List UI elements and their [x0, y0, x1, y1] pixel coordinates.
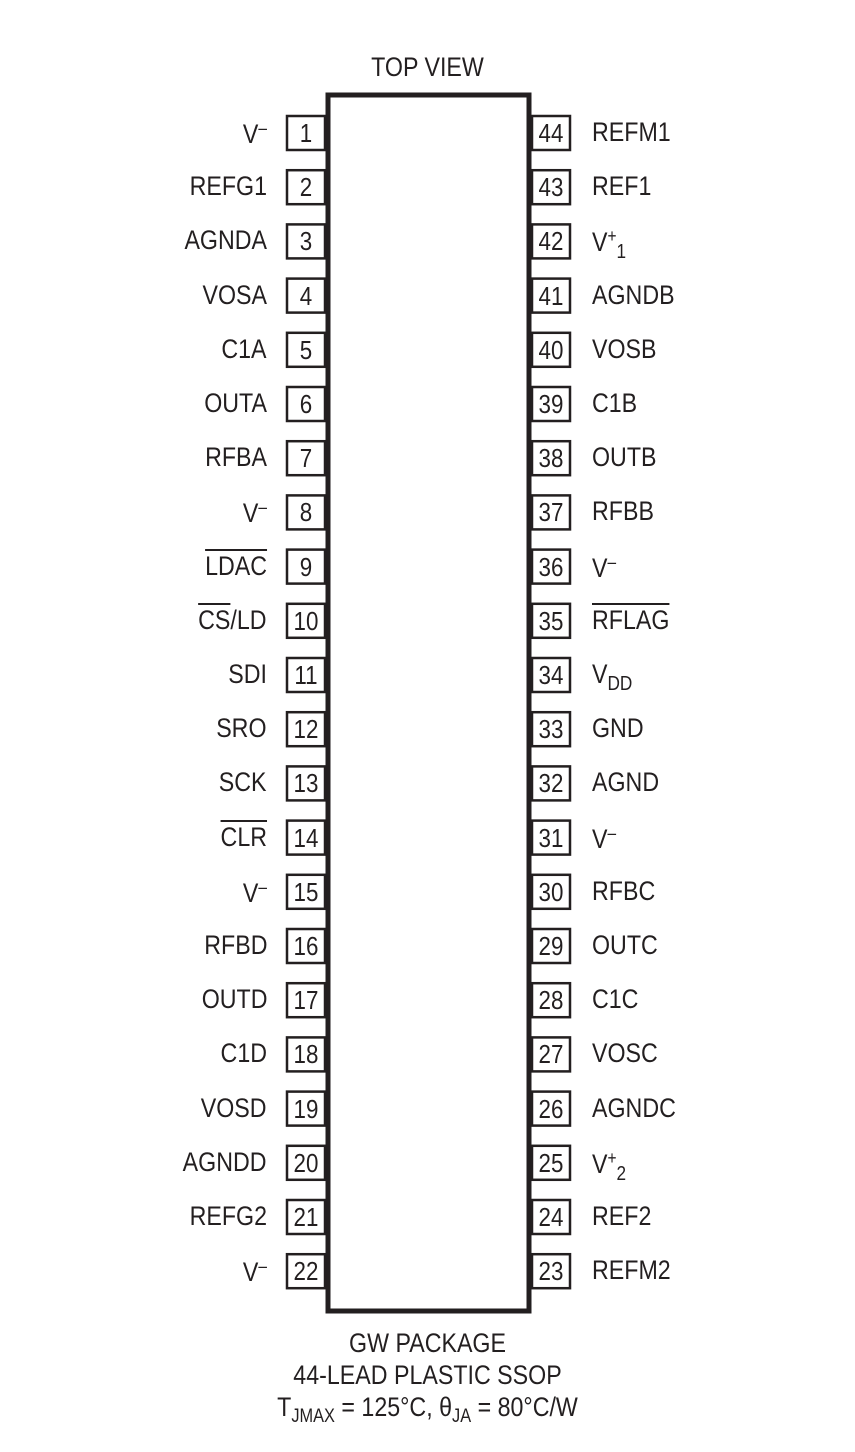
pin-number-21: 21 — [293, 1202, 319, 1232]
pin-number-4: 4 — [299, 280, 313, 311]
pin-name: V — [592, 552, 608, 583]
pin-label-27 — [592, 1040, 658, 1067]
pin-name-subscript: 1 — [616, 241, 627, 264]
pin-number-37: 37 — [538, 497, 564, 528]
pin-name: OUTA — [204, 388, 267, 418]
pin-name: C1C — [592, 984, 639, 1015]
pin-label-31 — [592, 824, 616, 853]
pin-number-20: 20 — [293, 1147, 319, 1178]
pin-name-superscript: – — [607, 822, 617, 843]
pin-label-39 — [592, 390, 637, 417]
pin-number-29: 29 — [538, 931, 564, 961]
pin-label-35 — [592, 604, 670, 635]
pin-name: RFLAG — [592, 604, 670, 635]
pin-name: REFM1 — [592, 117, 671, 147]
pin-label-41 — [592, 279, 675, 310]
pin-number-25: 25 — [538, 1147, 564, 1178]
pin-name-subscript: DD — [607, 673, 633, 695]
pin-name: RFBC — [592, 875, 656, 906]
pin-number-44: 44 — [538, 118, 564, 148]
pin-number-41: 41 — [538, 280, 564, 311]
pin-label-15 — [243, 878, 267, 907]
pin-name: V — [242, 1257, 259, 1288]
pin-name: VOSB — [592, 333, 657, 364]
pin-label-32 — [592, 769, 659, 796]
pin-name: RFBA — [205, 442, 267, 473]
pin-name: C1B — [592, 388, 638, 418]
pin-number-16: 16 — [293, 931, 319, 961]
pin-number-10: 10 — [293, 605, 319, 636]
pin-number-27: 27 — [538, 1039, 564, 1070]
pin-label-3 — [184, 227, 267, 254]
pin-name-superscript: – — [607, 551, 617, 572]
pin-name-superscript: – — [258, 876, 267, 897]
pin-name: C1D — [220, 1038, 267, 1069]
pin-number-6: 6 — [299, 389, 313, 419]
pin-label-4 — [202, 279, 267, 310]
pin-label-9 — [205, 550, 267, 581]
pin-label-7 — [205, 444, 267, 471]
pin-name: OUTD — [201, 984, 267, 1015]
pin-label-29 — [592, 932, 658, 959]
pin-number-39: 39 — [538, 389, 564, 419]
pin-number-3: 3 — [299, 226, 313, 257]
pin-number-11: 11 — [294, 660, 318, 690]
pin-number-13: 13 — [293, 768, 319, 799]
pin-name: REF1 — [592, 171, 652, 202]
pin-label-43 — [592, 173, 651, 200]
pin-label-37 — [592, 498, 654, 525]
pin-name: GND — [592, 713, 644, 744]
pin-name: OUTC — [592, 930, 658, 960]
pin-name: OUTB — [592, 442, 657, 473]
package-info — [0, 1327, 855, 1433]
pin-number-35: 35 — [538, 605, 564, 636]
pin-label-22 — [243, 1257, 267, 1286]
pin-label-42 — [592, 227, 626, 262]
pin-label-1 — [243, 119, 267, 148]
pin-name-superscript: + — [607, 1147, 617, 1168]
view-title: TOP VIEW — [371, 52, 484, 82]
package-description: 44-LEAD PLASTIC SSOP — [293, 1360, 562, 1390]
pin-number-22: 22 — [293, 1256, 319, 1287]
pin-label-5 — [221, 333, 267, 364]
pin-number-36: 36 — [538, 551, 564, 582]
pin-number-30: 30 — [538, 876, 564, 907]
pin-label-34 — [592, 661, 632, 694]
pin-name: LDAC — [205, 550, 267, 581]
pin-name: RFBD — [203, 930, 267, 960]
pin-number-31: 31 — [538, 822, 564, 853]
pin-number-43: 43 — [538, 172, 564, 203]
pin-name-suffix: /LD — [230, 604, 267, 635]
pin-name-superscript: – — [258, 1256, 267, 1277]
pin-name: REFG2 — [189, 1201, 267, 1231]
pin-label-8 — [243, 498, 267, 527]
ic-body — [328, 95, 529, 1311]
pin-label-30 — [592, 875, 656, 906]
pin-name: VOSD — [201, 1092, 267, 1123]
pin-number-42: 42 — [538, 226, 564, 257]
pin-name: V — [592, 659, 608, 689]
pin-number-5: 5 — [299, 334, 313, 365]
pin-number-2: 2 — [299, 172, 313, 203]
pin-label-11 — [228, 661, 267, 688]
pin-name: V — [592, 227, 608, 258]
pin-label-2 — [190, 173, 267, 200]
pin-name: V — [592, 1148, 608, 1179]
pin-name: REF2 — [592, 1201, 652, 1231]
pin-number-33: 33 — [538, 714, 564, 745]
pin-name: REFM2 — [592, 1255, 671, 1286]
pin-name: SDI — [228, 659, 267, 689]
pin-name: V — [592, 823, 608, 854]
pin-name: AGNDD — [183, 1146, 267, 1177]
pin-name-superscript: – — [258, 497, 267, 518]
pin-name-subscript: 2 — [616, 1162, 627, 1185]
pin-label-26 — [592, 1092, 676, 1123]
thermal-spec: $T_{JMAX} = 125^\circ C$, $\theta_{JA} = 80^\circ C/W$ — [277, 1392, 578, 1427]
pin-name: RFBB — [592, 496, 654, 527]
pin-number-26: 26 — [538, 1093, 564, 1124]
pin-number-18: 18 — [293, 1039, 319, 1070]
pin-number-23: 23 — [538, 1256, 564, 1287]
pin-name: V — [242, 498, 259, 529]
pin-name: AGNDC — [592, 1092, 676, 1123]
pin-name: AGNDA — [184, 225, 267, 256]
pin-label-20 — [183, 1146, 267, 1177]
pin-label-12 — [217, 715, 267, 742]
pin-label-24 — [592, 1203, 651, 1230]
pin-label-38 — [592, 444, 657, 471]
pin-number-7: 7 — [299, 443, 313, 474]
pin-name: V — [242, 877, 259, 908]
pin-label-21 — [190, 1203, 267, 1230]
pin-label-10 — [198, 604, 267, 635]
pin-label-25 — [592, 1149, 626, 1184]
pin-number-9: 9 — [299, 551, 313, 582]
pin-name: VOSC — [592, 1038, 658, 1069]
pin-name: VOSA — [202, 279, 267, 310]
pin-name: V — [242, 119, 259, 149]
pin-name: REFG1 — [189, 171, 267, 202]
pin-name: AGNDB — [592, 279, 675, 310]
pin-number-34: 34 — [538, 660, 564, 690]
pin-number-38: 38 — [538, 443, 564, 474]
pin-number-17: 17 — [293, 985, 319, 1016]
pin-name: AGND — [592, 767, 660, 798]
pin-name: $\overline{CS}$ — [198, 604, 231, 635]
pin-number-8: 8 — [299, 497, 313, 528]
pin-number-24: 24 — [538, 1202, 564, 1232]
pin-label-16 — [204, 932, 267, 959]
pin-number-19: 19 — [293, 1093, 319, 1124]
pin-number-1: 1 — [299, 118, 313, 148]
package-name: GW PACKAGE — [349, 1328, 506, 1358]
pin-label-17 — [201, 986, 267, 1013]
pin-label-18 — [221, 1040, 267, 1067]
pin-number-15: 15 — [293, 876, 319, 907]
pin-name: SCK — [219, 767, 267, 798]
pin-name-superscript: – — [258, 118, 267, 138]
pin-name-superscript: + — [607, 226, 617, 247]
pin-name: $\overline{CLR}$ — [220, 821, 267, 852]
pin-name: SRO — [216, 713, 267, 744]
pin-number-40: 40 — [538, 334, 564, 365]
pin-label-36 — [592, 553, 616, 582]
pin-label-33 — [592, 715, 644, 742]
pin-label-6 — [204, 390, 267, 417]
pin-label-28 — [592, 986, 638, 1013]
pin-number-12: 12 — [293, 714, 319, 745]
pin-number-14: 14 — [293, 822, 319, 853]
pin-label-14 — [220, 821, 267, 852]
pin-label-44 — [592, 119, 671, 146]
pin-number-32: 32 — [538, 768, 564, 799]
pin-label-40 — [592, 333, 657, 364]
pin-label-19 — [201, 1092, 267, 1123]
pin-label-23 — [592, 1257, 671, 1284]
pin-name: C1A — [221, 333, 267, 364]
pin-number-28: 28 — [538, 985, 564, 1016]
pin-label-13 — [219, 769, 267, 796]
